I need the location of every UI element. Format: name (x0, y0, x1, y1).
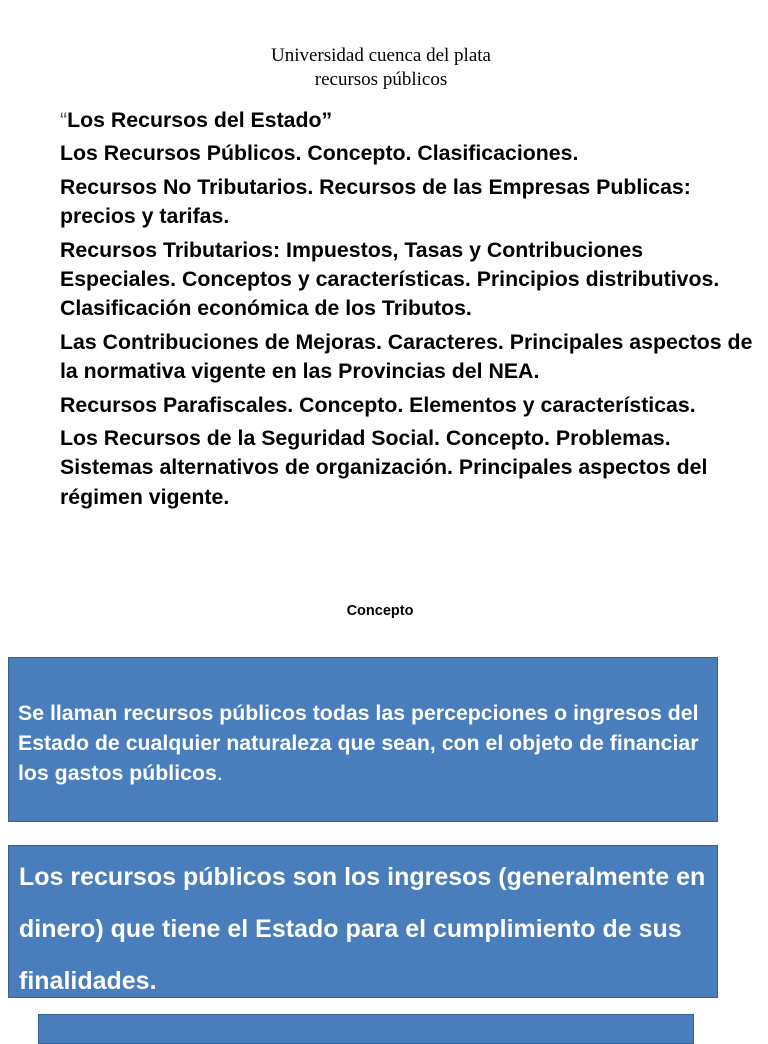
topic-item: Los Recursos Públicos. Concepto. Clasificaciones. (60, 141, 579, 166)
document-subject: recursos públicos (314, 69, 448, 90)
definition-box-3 (38, 1014, 694, 1044)
topic-item: Recursos Parafiscales. Concepto. Elementos y características. (60, 392, 696, 417)
topic-item: Los Recursos de la Seguridad Social. Concepto. Problemas. Sistemas alternativos de organización. Principales aspectos del régimen vigente. (60, 426, 708, 509)
topic-item-text: Los Recursos del Estado” (67, 108, 333, 132)
topic-item (60, 106, 760, 135)
concept-heading: Concepto (346, 603, 414, 619)
topic-item: Recursos Tributarios: Impuestos, Tasas y Contribuciones Especiales. Conceptos y características. Principios distributivos. Clasificación económica de los Tributos. (60, 237, 720, 321)
university-name: Universidad cuenca del plata (271, 45, 491, 66)
definition-text-2: Los recursos públicos son los ingresos (generalmente en dinero) que tiene el Estado para el cumplimiento de sus finalidades. (19, 863, 706, 995)
topic-item: Las Contribuciones de Mejoras. Caracteres. Principales aspectos de la normativa vigente en las Provincias del NEA. (60, 329, 753, 384)
definition-text-1: Se llaman recursos públicos todas las percepciones o ingresos del Estado de cualquier naturaleza que sean, con el objeto de financiar los gastos públicos (18, 701, 699, 785)
topic-item: Recursos No Tributarios. Recursos de las Empresas Publicas: precios y tarifas. (60, 174, 691, 229)
definition-box-1 (8, 657, 718, 822)
open-quote-mark: “ (60, 108, 68, 132)
definition-end-period: . (216, 761, 223, 785)
definition-box-2 (8, 845, 718, 998)
document-header (0, 44, 762, 92)
topics-list (60, 106, 760, 516)
